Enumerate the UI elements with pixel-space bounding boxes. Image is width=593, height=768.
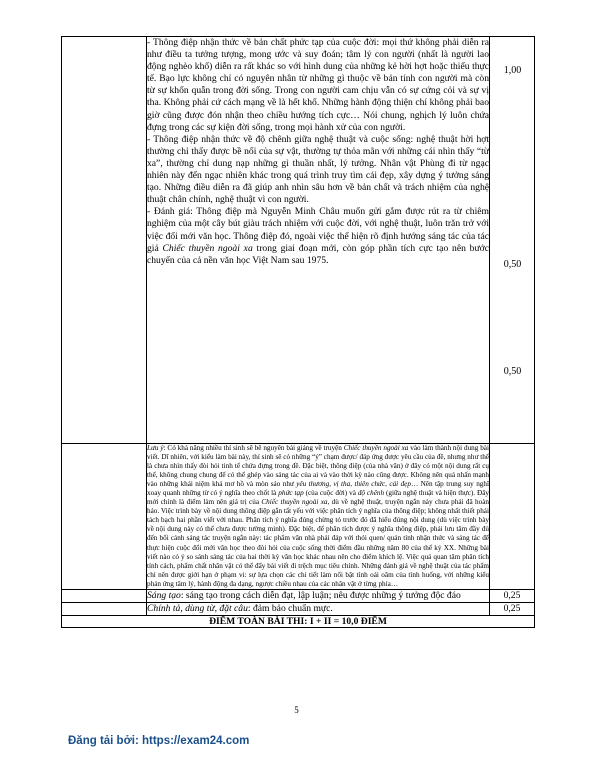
empty-cell [490,444,535,590]
empty-cell [62,602,147,615]
table-row [62,37,535,444]
score-value: 0,25 [490,602,535,615]
score-value: 1,00 [503,65,522,76]
paragraph-evaluation: - Đánh giá: Thông điệp mà Nguyễn Minh Châu muốn gửi gắm được rút ra từ chiêm nghiệm của một cây bút giàu trách nhiệm với cuộc đời, với nghệ thuật, luôn trăn trở với việc đổi mới văn học. Thông điệp đó, ngoài việc thể hiện rõ định hướng sáng tác của tác giả Chiếc thuyền ngoài xa trong giai đoạn mới, còn góp phần tích cực tạo nên bước chuyển của cả nền văn học Việt Nam sau 1975. [147,206,489,266]
creativity-cell: Sáng tạo: sáng tạo trong cách diễn đạt, lập luận; nêu được những ý tưởng độc đáo [147,589,490,602]
score-value: 0,50 [503,259,522,270]
total-score: ĐIỂM TOÀN BÀI THI: I + II = 10,0 ĐIỂM [62,615,535,627]
paragraph-art-gap: - Thông điệp nhận thức về độ chênh giữa nghệ thuật và cuộc sống: nghệ thuật hời hợt thường chỉ thấy được bề nổi của sự vật, thường tự thỏa mãn với những cái nhìn thấy “từ xa”, thường chỉ dung nạp những gì thuần nhất, lý tưởng. Nhân vật Phùng đi từ ngạc nhiên này đến ngạc nhiên khác trong quá trình truy tìm cái đẹp, xây dựng ý tưởng sáng tạo. Những điều diễn ra đã giúp anh nhìn sâu hơn về bản chất và trách nhiệm của nghệ thuật chân chính, nghệ thuật vì con người. [147,133,489,206]
note-text: Lưu ý: Có khả năng nhiều thí sinh sẽ bê nguyên bài giảng về truyện Chiếc thuyền ngoài xa vào làm thành nội dung bài viết. Dĩ nhiên, với kiểu làm bài này, thí sinh sẽ có những “ý” chạm được/ đáp ứng được yêu cầu của đề, nhưng như thế là chưa nhìn thấy đòi hỏi tinh tế chứa đựng trong đề. Đặc biệt, thông điệp (của nhà văn) ở đây có một nội dung rất cụ thể, không chung chung để có thể ghép vào sáng tác của ai và vào thời kỳ nào cũng được. Không nên quá nhấn mạnh vào những khái niệm khá mơ hồ và mòn sáo như yêu thương, vị tha, thiên chức, cái đẹp… Nên tập trung suy nghĩ xoay quanh những từ có ý nghĩa theo chốt là phức tạp (của cuộc đời) và độ chênh (giữa nghệ thuật và hiện thực). Đây mới chính là điểm làm nên giá trị của Chiếc thuyền ngoài xa, dù về nghệ thuật, truyện ngắn này chưa phải đã hoàn hảo. Việc trình bày về nội dung thông điệp gắn tất yếu với việc phân tích ý nghĩa của thông điệp; không nhất thiết phải tách bạch hai phần viết với nhau. Phân tích ý nghĩa đúng chừng tỏ trước đó đã hiểu đúng nội dung (dù việc trình bày về nội dung này có thể chưa được tường minh). Đặc biệt, để phân tích được ý nghĩa thông điệp, phải lưu tâm đầy đủ đến bối cảnh sáng tác truyện ngắn này: tác phẩm văn nhà phải đáp với thói quen/ quán tính nhận thức và sáng tác để thực hiện cuộc đổi mới văn học theo đòi hỏi của cuộc sống thời điểm đầu những năm 80 của thế kỷ XX. Những bài viết nào có ý so sánh sáng tác của hai thời kỳ văn học khác nhau nên cho điểm khích lệ. Việc quá quan tâm phân tích tính cách, phẩm chất nhân vật có thể đẩy bài viết đi trệch mục tiêu chính. Những đánh giá về nghệ thuật của tác phẩm chỉ nên được giới hạn ở phạm vi: sự lựa chọn các chi tiết làm nổi bật tình oái oăm của tình huống, với những kiểu phản ứng tâm lý, hành động đa dạng, ngược chiều nhau của các nhân vật ở từng phía… [147,444,489,588]
grading-table [61,36,535,628]
spelling-cell: Chính tả, dùng từ, đặt câu: đảm bảo chuẩn mực. [147,602,490,615]
page-number: 5 [294,705,299,715]
work-title: Chiếc thuyền ngoài xa [162,242,253,254]
score-value: 0,25 [490,589,535,602]
table-row [62,615,535,627]
table-row [62,602,535,615]
footer-link[interactable]: Đăng tải bởi: https://exam24.com [68,735,250,747]
table-row [62,589,535,602]
empty-cell [62,444,147,590]
empty-cell [62,589,147,602]
score-cell [490,37,535,444]
paragraph-complexity: - Thông điệp nhận thức về bản chất phức tạp của cuộc đời: mọi thứ không phải diễn ra như điều ta tưởng tượng, mong ước và suy đoán; tâm lý con người (nhất là người lao động nghèo khổ) diễn ra rất khác so với hình dung của những kẻ hời hợt hoặc thiếu thực tế. Bạo lực không chỉ có nguyên nhân từ những gì thuộc về bản tính con người mà còn từ sự khốn quẫn trong đời sống. Trong con người cam chịu vẫn có sự cứng cỏi và sự vị tha. Không phải cứ cách mạng về là hết khổ. Những hành động thiện chí không phải bao giờ cũng được đón nhận theo chiều hướng tích cực… Nói chung, nghịch lý luôn chứa đựng trong các sự kiện đời sống, trong mọi hành xử của con người. [147,37,489,133]
empty-cell [62,37,147,444]
table-row [62,444,535,590]
note-cell [147,444,490,590]
score-value: 0,50 [503,366,522,377]
content-cell [147,37,490,444]
